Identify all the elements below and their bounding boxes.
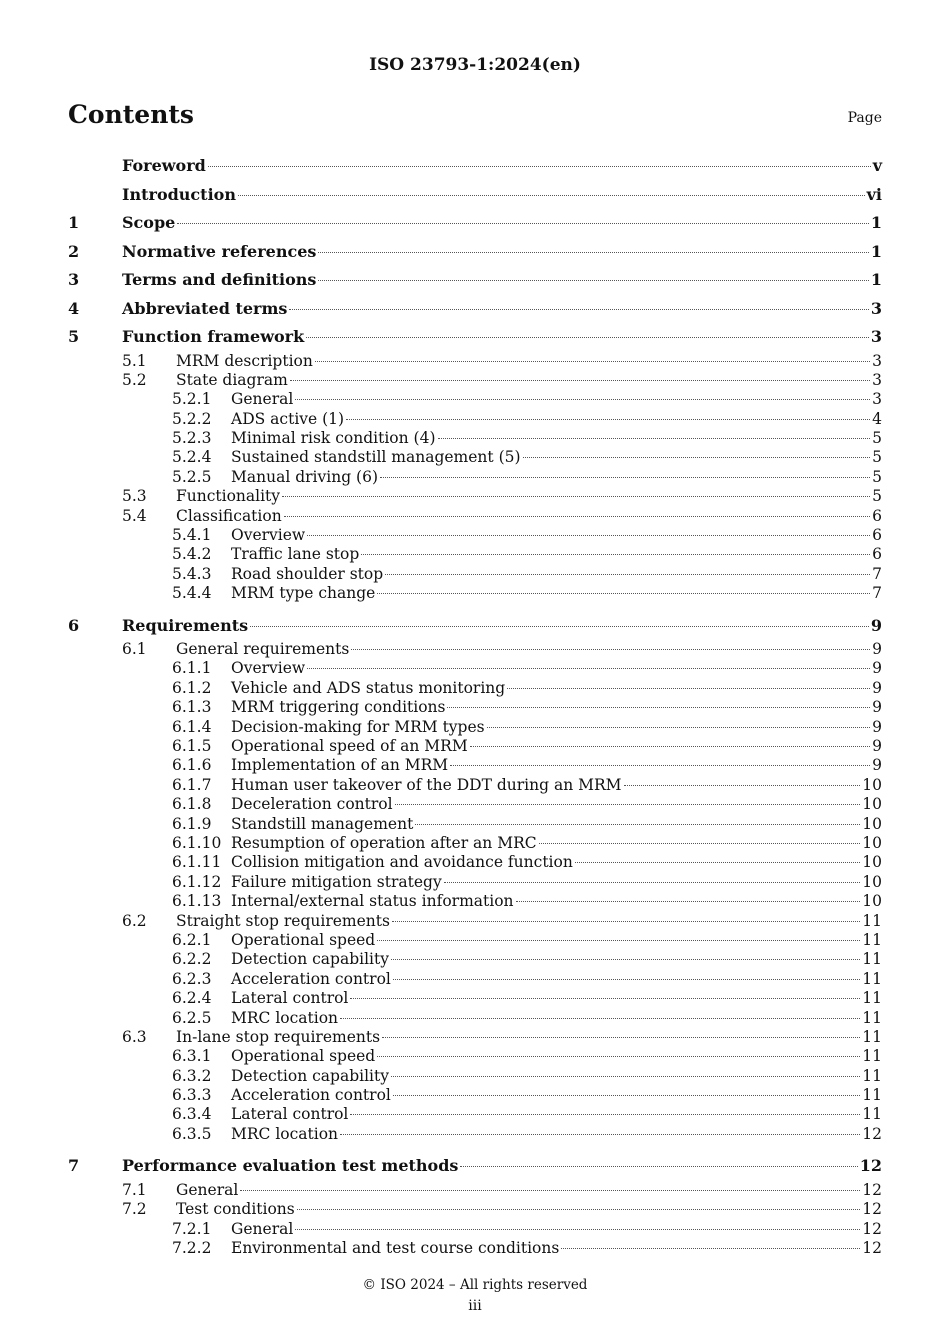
toc-entry-number: 5.2	[122, 370, 147, 389]
toc-entry-page: 11	[862, 1105, 882, 1124]
toc-dot-leader	[315, 361, 870, 362]
toc-entry[interactable]	[68, 815, 882, 834]
toc-entry-number: 6.2	[122, 911, 147, 930]
toc-entry-number: 6.3.5	[172, 1124, 212, 1143]
toc-entry[interactable]	[68, 323, 882, 352]
toc-dot-leader	[391, 1076, 860, 1077]
toc-entry[interactable]	[68, 970, 882, 989]
toc-entry-title: Normative references	[122, 241, 317, 261]
toc-dot-leader	[438, 438, 871, 439]
toc-entry-number: 6.1.4	[172, 717, 212, 736]
toc-entry-title: Manual driving (6)	[231, 467, 378, 486]
toc-entry[interactable]	[68, 1067, 882, 1086]
toc-entry-title: ADS active (1)	[231, 409, 345, 428]
toc-entry-number: 6.1.2	[172, 678, 212, 697]
toc-entry-number: 6.3.2	[172, 1066, 212, 1085]
toc-entry-number: 5.2.1	[172, 390, 212, 409]
toc-entry-title: General	[231, 1219, 294, 1238]
toc-entry-number: 5.3	[122, 487, 147, 506]
toc-dot-leader	[295, 1229, 860, 1230]
toc-entry-page: 1	[870, 241, 882, 261]
toc-entry-title: Road shoulder stop	[231, 564, 384, 583]
toc-entry[interactable]	[68, 1220, 882, 1239]
toc-entry-number: 6.3	[122, 1027, 147, 1046]
toc-entry-number: 6.2.2	[172, 950, 212, 969]
toc-entry-number: 6.2.1	[172, 930, 212, 949]
toc-dot-leader	[575, 862, 860, 863]
toc-entry-title: MRM triggering conditions	[231, 698, 446, 717]
toc-dot-leader	[250, 626, 869, 627]
toc-dot-leader	[395, 804, 861, 805]
toc-entry[interactable]	[68, 698, 882, 717]
toc-entry-title: Detection capability	[231, 950, 389, 969]
document-id-header: ISO 23793-1:2024(en)	[369, 55, 581, 75]
toc-dot-leader	[450, 765, 870, 766]
toc-entry-page: 3	[872, 370, 882, 389]
toc-entry[interactable]	[68, 429, 882, 448]
toc-entry[interactable]	[68, 795, 882, 814]
toc-entry[interactable]	[68, 371, 882, 390]
toc-entry-title: Environmental and test course conditions	[231, 1238, 560, 1257]
toc-entry[interactable]	[68, 181, 882, 210]
toc-entry-page: 11	[862, 989, 882, 1008]
toc-dot-leader	[295, 399, 870, 400]
toc-entry-page: 9	[872, 698, 882, 717]
toc-dot-leader	[238, 195, 865, 196]
toc-entry-number: 6.3.4	[172, 1105, 212, 1124]
toc-entry[interactable]	[68, 873, 882, 892]
toc-entry-page: 3	[872, 351, 882, 370]
toc-entry-number: 5	[68, 327, 80, 346]
toc-entry[interactable]	[68, 209, 882, 238]
toc-entry-title: Vehicle and ADS status monitoring	[231, 678, 506, 697]
toc-entry-title: Acceleration control	[231, 1086, 391, 1105]
toc-dot-leader	[487, 727, 871, 728]
footer-page-number: iii	[468, 1298, 482, 1314]
toc-entry-number: 6.2.3	[172, 969, 212, 988]
toc-entry-number: 5.4.4	[172, 584, 212, 603]
toc-entry-page: 5	[872, 467, 882, 486]
toc-dot-leader	[470, 746, 870, 747]
toc-entry-number: 5.4.3	[172, 564, 212, 583]
toc-entry-title: Resumption of operation after an MRC	[231, 833, 537, 852]
toc-entry-title: Minimal risk condition (4)	[231, 429, 436, 448]
toc-dot-leader	[297, 1209, 861, 1210]
toc-entry-page: 12	[862, 1219, 882, 1238]
toc-entry-title: Operational speed	[231, 930, 376, 949]
toc-entry-page: 9	[872, 756, 882, 775]
toc-entry-page: 1	[870, 213, 882, 232]
toc-entry-title: Terms and definitions	[122, 270, 317, 289]
toc-dot-leader	[539, 843, 861, 844]
toc-dot-leader	[340, 1018, 860, 1019]
toc-entry[interactable]	[68, 1181, 882, 1200]
toc-entry-number: 1	[68, 213, 80, 232]
toc-dot-leader	[393, 979, 860, 980]
toc-dot-leader	[350, 1114, 860, 1115]
toc-entry[interactable]	[68, 612, 882, 641]
toc-entry-title: Requirements	[122, 615, 249, 635]
toc-entry[interactable]	[68, 1009, 882, 1028]
toc-entry-page: 10	[862, 795, 882, 814]
toc-entry-title: Failure mitigation strategy	[231, 872, 442, 891]
toc-entry[interactable]	[68, 679, 882, 698]
toc-dot-leader	[391, 959, 860, 960]
toc-dot-leader	[340, 1134, 860, 1135]
toc-entry-page: 9	[872, 640, 882, 659]
toc-entry-title: MRM description	[176, 351, 313, 370]
toc-dot-leader	[346, 419, 870, 420]
toc-entry-number: 5.4.1	[172, 526, 212, 545]
toc-entry[interactable]	[68, 410, 882, 429]
toc-entry-page: 10	[862, 872, 882, 891]
toc-entry-title: Function framework	[122, 327, 305, 346]
toc-entry-number: 6.1.9	[172, 814, 212, 833]
toc-entry-title: Internal/external status information	[231, 892, 514, 911]
toc-dot-leader	[306, 337, 869, 338]
toc-entry-title: Traffic lane stop	[231, 545, 360, 564]
toc-dot-leader	[392, 921, 860, 922]
toc-entry-title: Acceleration control	[231, 969, 391, 988]
toc-entry-number: 5.2.3	[172, 429, 212, 448]
toc-dot-leader	[377, 940, 860, 941]
toc-entry-title: Human user takeover of the DDT during an MRM	[231, 775, 622, 794]
toc-entry-number: 5.2.2	[172, 409, 212, 428]
toc-dot-leader	[377, 593, 870, 594]
toc-entry-title: State diagram	[176, 370, 288, 389]
toc-entry-number: 6.2.4	[172, 989, 212, 1008]
toc-entry[interactable]	[68, 487, 882, 506]
toc-entry-title: General	[231, 390, 294, 409]
toc-entry-page: v	[872, 156, 882, 175]
toc-entry-page: 11	[862, 930, 882, 949]
toc-entry[interactable]	[68, 1086, 882, 1105]
toc-entry[interactable]	[68, 1152, 882, 1181]
toc-entry[interactable]	[68, 507, 882, 526]
toc-entry-title: General requirements	[176, 640, 350, 659]
toc-entry-title: Lateral control	[231, 1105, 349, 1124]
toc-dot-leader	[460, 1166, 857, 1167]
toc-entry-number: 6	[68, 615, 80, 635]
toc-entry-page: 11	[862, 1066, 882, 1085]
toc-entry-title: Introduction	[122, 184, 236, 204]
contents-heading: Contents	[68, 100, 195, 129]
toc-entry-number: 6.1.12	[172, 872, 222, 891]
toc-entry-title: Standstill management	[231, 814, 414, 833]
toc-entry-page: 6	[872, 545, 882, 564]
toc-entry-page: 11	[862, 1008, 882, 1027]
toc-dot-leader	[624, 785, 861, 786]
toc-entry-number: 5.4.2	[172, 545, 212, 564]
toc-entry-title: Decision-making for MRM types	[231, 717, 485, 736]
toc-dot-leader	[561, 1248, 860, 1249]
toc-entry-number: 6.1.13	[172, 892, 222, 911]
toc-entry[interactable]	[68, 931, 882, 950]
toc-entry-title: Operational speed of an MRM	[231, 737, 468, 756]
toc-entry-page: 9	[872, 659, 882, 678]
toc-entry[interactable]	[68, 834, 882, 853]
toc-entry[interactable]	[68, 1239, 882, 1258]
toc-entry-page: 7	[872, 564, 882, 583]
table-of-contents	[68, 152, 882, 1258]
toc-entry-number: 5.2.4	[172, 448, 212, 467]
toc-entry-page: 3	[870, 327, 882, 346]
toc-entry[interactable]	[68, 989, 882, 1008]
toc-entry-title: MRM type change	[231, 584, 376, 603]
toc-entry-title: Deceleration control	[231, 795, 393, 814]
toc-entry-page: 4	[872, 409, 882, 428]
toc-entry-number: 6.1.1	[172, 659, 212, 678]
toc-entry-page: 10	[862, 814, 882, 833]
toc-entry-number: 7.2	[122, 1200, 147, 1219]
toc-dot-leader	[350, 998, 860, 999]
toc-entry-title: Overview	[231, 526, 306, 545]
toc-entry-title: Test conditions	[176, 1200, 295, 1219]
toc-entry-page: 11	[862, 1086, 882, 1105]
toc-entry-page: 10	[862, 853, 882, 872]
toc-entry-title: Foreword	[122, 156, 206, 175]
toc-entry[interactable]	[68, 640, 882, 659]
toc-entry-page: 6	[872, 506, 882, 525]
footer-copyright: © ISO 2024 – All rights reserved	[362, 1277, 588, 1293]
toc-entry-number: 6.1.7	[172, 775, 212, 794]
toc-entry-title: General	[176, 1180, 239, 1199]
toc-entry-title: Scope	[122, 213, 176, 232]
toc-entry-number: 6.2.5	[172, 1008, 212, 1027]
toc-entry[interactable]	[68, 1125, 882, 1144]
toc-entry-page: 12	[862, 1124, 882, 1143]
toc-entry-page: 11	[862, 950, 882, 969]
toc-entry[interactable]	[68, 912, 882, 931]
toc-entry-title: MRC location	[231, 1124, 339, 1143]
toc-entry-title: Lateral control	[231, 989, 349, 1008]
toc-entry[interactable]	[68, 892, 882, 911]
toc-entry[interactable]	[68, 565, 882, 584]
toc-entry-page: 10	[862, 775, 882, 794]
toc-entry[interactable]	[68, 152, 882, 181]
toc-entry-page: 11	[862, 911, 882, 930]
toc-dot-leader	[507, 688, 870, 689]
toc-entry[interactable]	[68, 295, 882, 324]
toc-entry-number: 6.3.3	[172, 1086, 212, 1105]
toc-entry[interactable]	[68, 776, 882, 795]
toc-entry[interactable]	[68, 584, 882, 603]
toc-entry-number: 5.1	[122, 351, 147, 370]
toc-entry-page: 12	[859, 1156, 882, 1176]
toc-entry-title: Sustained standstill management (5)	[231, 448, 521, 467]
toc-entry-title: Overview	[231, 659, 306, 678]
toc-entry[interactable]	[68, 526, 882, 545]
toc-dot-leader	[208, 166, 871, 167]
toc-entry[interactable]	[68, 1028, 882, 1047]
toc-dot-leader	[289, 309, 868, 310]
toc-entry[interactable]	[68, 950, 882, 969]
toc-dot-leader	[516, 901, 861, 902]
toc-entry[interactable]	[68, 238, 882, 267]
toc-entry[interactable]	[68, 853, 882, 872]
toc-entry[interactable]	[68, 756, 882, 775]
toc-entry-page: 6	[872, 526, 882, 545]
toc-entry-title: Functionality	[176, 487, 281, 506]
toc-entry-number: 6.1.6	[172, 756, 212, 775]
toc-entry-title: Collision mitigation and avoidance function	[231, 853, 573, 872]
toc-dot-leader	[351, 649, 870, 650]
toc-entry-page: 5	[872, 429, 882, 448]
toc-entry-number: 6.1.10	[172, 833, 222, 852]
toc-entry-number: 6.1.8	[172, 795, 212, 814]
toc-entry[interactable]	[68, 468, 882, 487]
toc-entry-page: 11	[862, 969, 882, 988]
toc-entry-title: Abbreviated terms	[122, 298, 288, 318]
toc-dot-leader	[382, 1037, 860, 1038]
toc-dot-leader	[361, 554, 870, 555]
toc-entry[interactable]	[68, 390, 882, 409]
toc-dot-leader	[282, 496, 870, 497]
toc-entry[interactable]	[68, 1047, 882, 1066]
toc-entry-page: 10	[862, 833, 882, 852]
toc-entry-page: 5	[872, 448, 882, 467]
toc-dot-leader	[393, 1095, 860, 1096]
toc-entry-number: 2	[68, 241, 80, 261]
toc-dot-leader	[240, 1190, 860, 1191]
toc-entry-page: 12	[862, 1200, 882, 1219]
toc-entry-number: 7.2.2	[172, 1238, 212, 1257]
toc-entry-title: MRC location	[231, 1008, 339, 1027]
toc-entry-page: 9	[872, 678, 882, 697]
toc-dot-leader	[318, 252, 868, 253]
toc-entry[interactable]	[68, 352, 882, 371]
page-column-label: Page	[847, 110, 882, 126]
toc-entry-number: 7.2.1	[172, 1219, 212, 1238]
toc-entry-page: 3	[870, 298, 882, 318]
toc-entry-page: 11	[862, 1047, 882, 1066]
toc-entry-page: 9	[872, 737, 882, 756]
toc-entry[interactable]	[68, 1105, 882, 1124]
toc-entry-title: Straight stop requirements	[176, 911, 390, 930]
toc-entry-page: 12	[862, 1238, 882, 1257]
toc-dot-leader	[447, 707, 870, 708]
toc-entry[interactable]	[68, 448, 882, 467]
toc-entry-number: 5.4	[122, 506, 147, 525]
toc-entry-page: 9	[870, 615, 882, 635]
toc-entry-page: 7	[872, 584, 882, 603]
toc-entry-number: 6.1	[122, 640, 147, 659]
toc-entry-page: 3	[872, 390, 882, 409]
toc-dot-leader	[307, 535, 870, 536]
toc-entry-number: 7.1	[122, 1180, 147, 1199]
toc-dot-leader	[415, 824, 860, 825]
toc-dot-leader	[385, 574, 870, 575]
toc-entry-number: 7	[68, 1156, 80, 1176]
toc-dot-leader	[380, 477, 870, 478]
toc-entry-page: vi	[866, 184, 882, 204]
toc-entry-number: 6.3.1	[172, 1047, 212, 1066]
toc-entry-number: 4	[68, 298, 80, 318]
toc-entry[interactable]	[68, 545, 882, 564]
toc-entry-title: Implementation of an MRM	[231, 756, 449, 775]
toc-dot-leader	[284, 516, 870, 517]
toc-entry-page: 10	[862, 892, 882, 911]
toc-entry-title: In-lane stop requirements	[176, 1027, 381, 1046]
toc-entry-page: 1	[870, 270, 882, 289]
toc-dot-leader	[177, 223, 869, 224]
toc-entry-number: 6.1.5	[172, 737, 212, 756]
toc-entry-number: 6.1.11	[172, 853, 222, 872]
toc-dot-leader	[290, 380, 870, 381]
toc-entry-page: 12	[862, 1180, 882, 1199]
toc-entry[interactable]	[68, 659, 882, 678]
toc-entry-title: Detection capability	[231, 1066, 389, 1085]
toc-entry-title: Classification	[176, 506, 282, 525]
toc-entry-title: Operational speed	[231, 1047, 376, 1066]
toc-dot-leader	[444, 882, 861, 883]
toc-dot-leader	[523, 457, 871, 458]
toc-entry[interactable]	[68, 718, 882, 737]
toc-entry-number: 5.2.5	[172, 467, 212, 486]
toc-dot-leader	[377, 1056, 860, 1057]
toc-dot-leader	[307, 668, 870, 669]
toc-entry-number: 3	[68, 270, 80, 289]
toc-entry-number: 6.1.3	[172, 698, 212, 717]
toc-entry-page: 11	[862, 1027, 882, 1046]
toc-entry[interactable]	[68, 737, 882, 756]
toc-entry-page: 5	[872, 487, 882, 506]
toc-entry[interactable]	[68, 266, 882, 295]
toc-entry-page: 9	[872, 717, 882, 736]
toc-entry-title: Performance evaluation test methods	[122, 1156, 459, 1176]
toc-dot-leader	[318, 280, 868, 281]
toc-entry[interactable]	[68, 1200, 882, 1219]
